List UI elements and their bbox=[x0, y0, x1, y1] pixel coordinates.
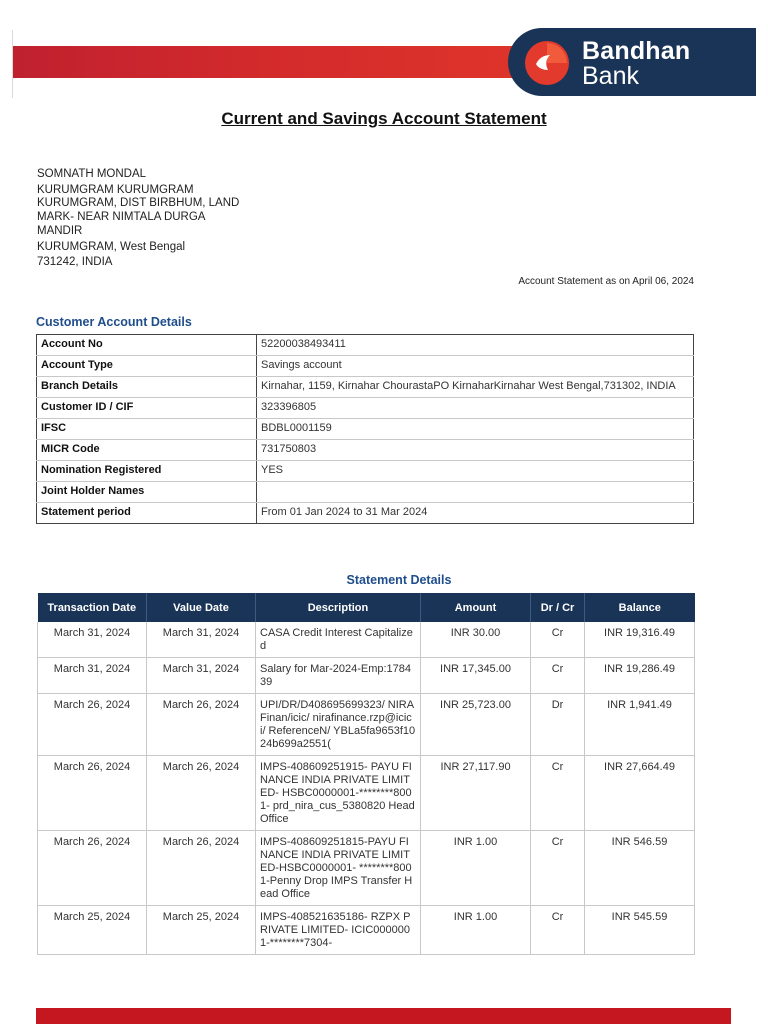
dr-cr-cell: Cr bbox=[531, 756, 585, 831]
balance-cell: INR 546.59 bbox=[585, 831, 695, 906]
address-line: MANDIR bbox=[37, 224, 83, 237]
transaction-row bbox=[38, 756, 695, 831]
column-header[interactable]: Value Date bbox=[147, 593, 256, 622]
amount-cell: INR 25,723.00 bbox=[421, 694, 531, 756]
customer-name: SOMNATH MONDAL bbox=[37, 168, 147, 180]
column-header[interactable]: Transaction Date bbox=[38, 593, 147, 622]
transaction-row bbox=[38, 831, 695, 906]
column-header[interactable]: Description bbox=[256, 593, 421, 622]
description-cell: IMPS-408609251815-PAYU FINANCE INDIA PRIVATE LIMITED-HSBC0000001- ********8001-Penny Drop IMPS Transfer Head Office bbox=[256, 831, 421, 906]
description-cell: CASA Credit Interest Capitalized bbox=[256, 622, 421, 658]
transactions-header-row bbox=[38, 593, 695, 622]
dr-cr-cell: Cr bbox=[531, 622, 585, 658]
account-detail-value: 731750803 bbox=[257, 440, 694, 461]
transaction-row bbox=[38, 906, 695, 955]
value-date-cell: March 26, 2024 bbox=[147, 694, 256, 756]
account-detail-value: BDBL0001159 bbox=[257, 419, 694, 440]
amount-cell: INR 27,117.90 bbox=[421, 756, 531, 831]
account-detail-label: IFSC bbox=[37, 419, 257, 440]
account-detail-value: 323396805 bbox=[257, 398, 694, 419]
footer-bar bbox=[36, 1008, 731, 1024]
transaction-date-cell: March 31, 2024 bbox=[38, 658, 147, 694]
account-detail-value: 52200038493411 bbox=[257, 335, 694, 356]
statement-as-on-date: Account Statement as on April 06, 2024 bbox=[518, 276, 694, 287]
transaction-row bbox=[38, 622, 695, 658]
transaction-date-cell: March 26, 2024 bbox=[38, 756, 147, 831]
value-date-cell: March 26, 2024 bbox=[147, 756, 256, 831]
balance-cell: INR 27,664.49 bbox=[585, 756, 695, 831]
account-detail-label: Statement period bbox=[37, 503, 257, 524]
transaction-date-cell: March 25, 2024 bbox=[38, 906, 147, 955]
bank-name-line2: Bank bbox=[582, 62, 639, 90]
address-pin-country: 731242, INDIA bbox=[37, 256, 113, 269]
dr-cr-cell: Cr bbox=[531, 831, 585, 906]
account-detail-label: Customer ID / CIF bbox=[37, 398, 257, 419]
account-detail-value: Kirnahar, 1159, Kirnahar ChourastaPO KirnaharKirnahar West Bengal,731302, INDIA bbox=[257, 377, 694, 398]
balance-cell: INR 1,941.49 bbox=[585, 694, 695, 756]
address-city-state: KURUMGRAM, West Bengal bbox=[37, 240, 186, 253]
dr-cr-cell: Dr bbox=[531, 694, 585, 756]
description-cell: Salary for Mar-2024-Emp:178439 bbox=[256, 658, 421, 694]
dr-cr-cell: Cr bbox=[531, 906, 585, 955]
description-cell: IMPS-408521635186- RZPX PRIVATE LIMITED- ICIC0000001-********7304- bbox=[256, 906, 421, 955]
value-date-cell: March 25, 2024 bbox=[147, 906, 256, 955]
account-detail-value: YES bbox=[257, 461, 694, 482]
account-details-heading: Customer Account Details bbox=[36, 315, 192, 329]
description-cell: IMPS-408609251915- PAYU FINANCE INDIA PRIVATE LIMITED- HSBC0000001-********8001- prd_nira_cus_5380820 Head Office bbox=[256, 756, 421, 831]
value-date-cell: March 31, 2024 bbox=[147, 622, 256, 658]
transaction-row bbox=[38, 658, 695, 694]
account-detail-label: MICR Code bbox=[37, 440, 257, 461]
transaction-date-cell: March 26, 2024 bbox=[38, 831, 147, 906]
account-detail-label: Nomination Registered bbox=[37, 461, 257, 482]
address-line: KURUMGRAM, DIST BIRBHUM, LAND bbox=[37, 197, 240, 210]
amount-cell: INR 1.00 bbox=[421, 831, 531, 906]
address-line: KURUMGRAM KURUMGRAM bbox=[37, 183, 194, 196]
balance-cell: INR 19,316.49 bbox=[585, 622, 695, 658]
statement-details-heading: Statement Details bbox=[346, 573, 452, 587]
account-detail-value: Savings account bbox=[257, 356, 694, 377]
column-header[interactable]: Balance bbox=[585, 593, 695, 622]
balance-cell: INR 545.59 bbox=[585, 906, 695, 955]
transaction-date-cell: March 26, 2024 bbox=[38, 694, 147, 756]
column-header[interactable]: Dr / Cr bbox=[531, 593, 585, 622]
amount-cell: INR 30.00 bbox=[421, 622, 531, 658]
address-line: MARK- NEAR NIMTALA DURGA bbox=[37, 211, 206, 224]
value-date-cell: March 31, 2024 bbox=[147, 658, 256, 694]
account-detail-value: From 01 Jan 2024 to 31 Mar 2024 bbox=[257, 503, 694, 524]
bank-name-line1: Bandhan bbox=[582, 37, 691, 65]
column-header[interactable]: Amount bbox=[421, 593, 531, 622]
statement-title: Current and Savings Account Statement bbox=[221, 109, 547, 128]
account-detail-label: Account No bbox=[37, 335, 257, 356]
account-detail-label: Branch Details bbox=[37, 377, 257, 398]
description-cell: UPI/DR/D408695699323/ NIRA Finan/icic/ nirafinance.rzp@icici/ ReferenceN/ YBLa5fa9653f1024b699a2551( bbox=[256, 694, 421, 756]
transaction-row bbox=[38, 694, 695, 756]
account-detail-label: Joint Holder Names bbox=[37, 482, 257, 503]
amount-cell: INR 17,345.00 bbox=[421, 658, 531, 694]
dr-cr-cell: Cr bbox=[531, 658, 585, 694]
balance-cell: INR 19,286.49 bbox=[585, 658, 695, 694]
amount-cell: INR 1.00 bbox=[421, 906, 531, 955]
value-date-cell: March 26, 2024 bbox=[147, 831, 256, 906]
account-detail-label: Account Type bbox=[37, 356, 257, 377]
transactions-table bbox=[37, 593, 695, 955]
transaction-date-cell: March 31, 2024 bbox=[38, 622, 147, 658]
